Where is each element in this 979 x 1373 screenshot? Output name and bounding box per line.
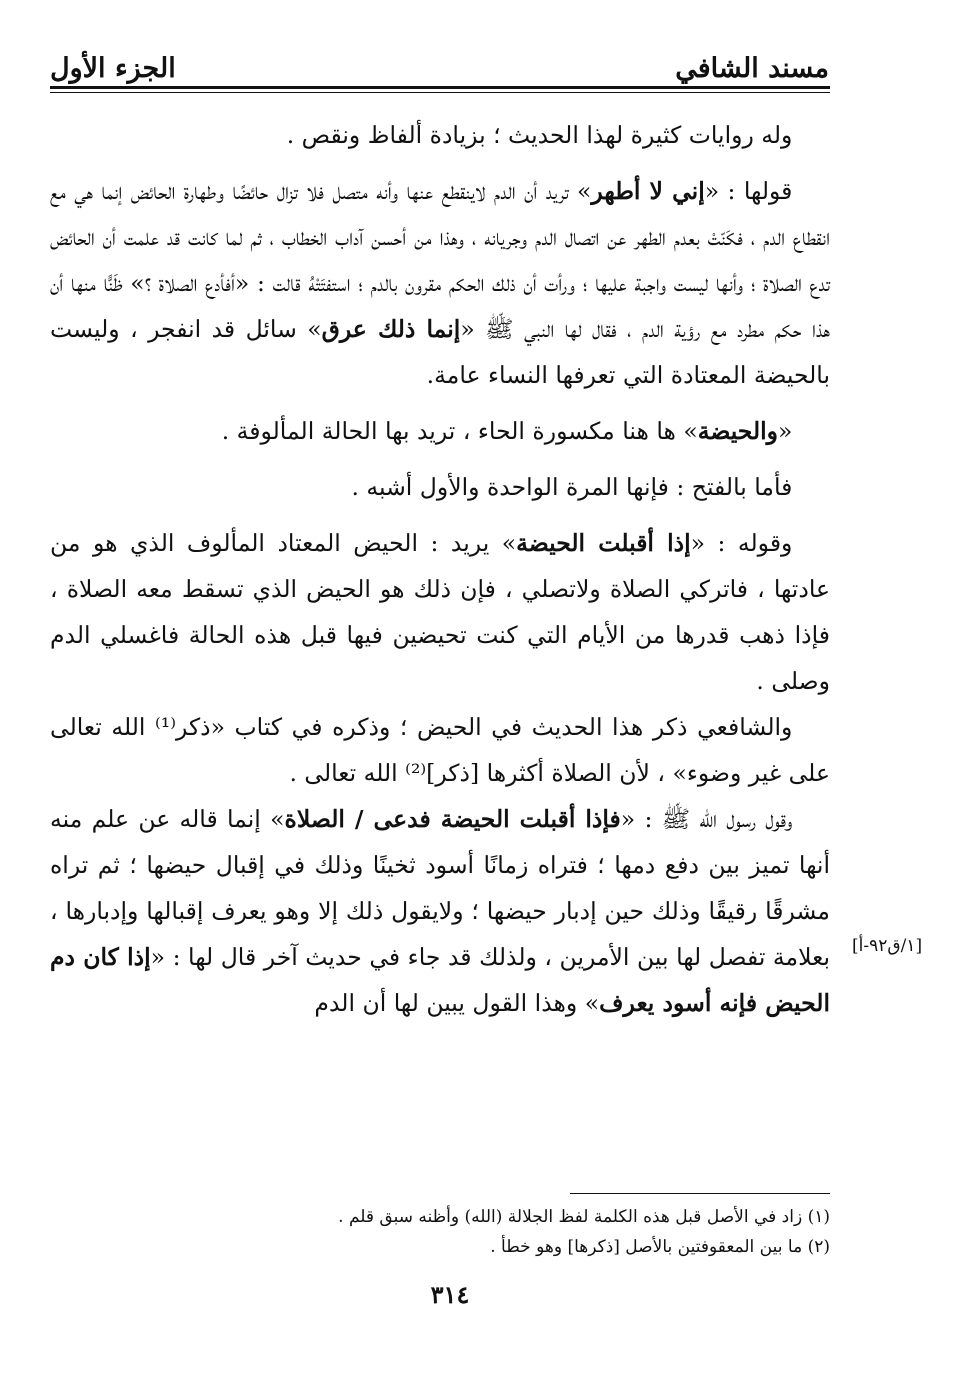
volume-label: الجزء الأول <box>50 53 176 84</box>
footnotes <box>50 1202 830 1262</box>
main-text <box>50 112 830 1026</box>
footnote-rule <box>570 1193 830 1194</box>
page-number: ٣١٤ <box>430 1280 470 1309</box>
paragraph-2 <box>50 168 830 398</box>
text-run: » ها هنا مكسورة الحاء ، تريد بها الحالة المألوفة . <box>221 417 698 445</box>
paragraph-7 <box>50 796 830 1026</box>
text-run: وقول رسول الله ﷺ : « <box>620 805 793 833</box>
paragraph-3 <box>50 408 830 454</box>
quoted-phrase: فإذا أقبلت الحيضة فدعى / الصلاة <box>284 805 621 833</box>
text-run: » تريد أن الدم لاينقطع عنها وأنه متصل فلا تزال حائضًا وطهارة الحائض إنما هي مع انقطاع الدم ، فكَنّتْ بعدم الطهر عن اتصال الدم وجريانه ، وهذا من أحسن آداب الخطاب ، ثم لما كانت قد علمت أن الحائض تدع الصلاة ؛ وأنها ليست واجبة عليها ؛ ورأت أن ذلك الحكم مقرون بالدم ؛ استفتَتْهُ قالت : «أفأدع الصلاة ؟» ظَنًّا منها أن هذا حكم مطرد مع رؤية الدم ، فقال لها النبي ﷺ « <box>50 177 830 343</box>
text-run: » يريد : الحيض المعتاد المألوف الذي هو من عادتها ، فاتركي الصلاة ولاتصلي ، فإن ذلك هو الحيض الذي تسقط معه الصلاة ، فإذا ذهب قدرها من الأيام التي كنت تحيضين فيها قبل هذه الحالة فاغسلي الدم وصلى . <box>50 529 830 695</box>
paragraph-4: فأما بالفتح : فإنها المرة الواحدة والأول أشبه . <box>351 473 793 501</box>
paragraph-5 <box>50 520 830 704</box>
text-run: « <box>778 417 793 445</box>
quoted-phrase: والحيضة <box>697 417 779 445</box>
text-run: » سائل قد انفجر ، وليست بالحيضة المعتادة التي تعرفها النساء عامة. <box>50 315 830 389</box>
header-rule-thin <box>50 92 830 93</box>
text-run: وقوله : « <box>690 529 793 557</box>
paragraph-6: والشافعي ذكر هذا الحديث في الحيض ؛ وذكره في كتاب «ذكر⁽¹⁾ الله تعالى على غير وضوء» ، لأن الصلاة أكثرها [ذكر]⁽²⁾ الله تعالى . <box>50 713 830 787</box>
footnote-1: (١) زاد في الأصل قبل هذه الكلمة لفظ الجلالة (الله) وأظنه سبق قلم . <box>338 1207 830 1227</box>
quoted-phrase: إني لا أطهر <box>591 177 705 205</box>
page-header <box>50 40 829 84</box>
text-run: » وهذا القول يبين لها أن الدم <box>314 989 600 1017</box>
book-title: مسند الشافي <box>675 53 829 84</box>
footnote-2: (٢) ما بين المعقوفتين بالأصل [ذكرها] وهو خطأ . <box>490 1237 830 1257</box>
quoted-phrase: إذا أقبلت الحيضة <box>516 529 691 557</box>
paragraph-1: وله روايات كثيرة لهذا الحديث ؛ بزيادة ألفاظ ونقص . <box>286 121 793 149</box>
quoted-phrase: إذا كان دم الحيض فإنه أسود يعرف <box>50 943 830 1017</box>
text-run: » إنما قاله عن علم منه أنها تميز بين دفع دمها ؛ فتراه زمانًا أسود ثخينًا وذلك في إقبال حيضها ؛ ثم تراه مشرقًا رقيقًا وذلك حين إدبار حيضها ؛ ولايقول ذلك إلا وهو يعرف إقبالها وإدبارها ، بعلامة تفصل لها بين الأمرين ، ولذلك قد جاء في حديث آخر قال لها : « <box>50 805 830 971</box>
text-run: قولها : « <box>704 177 793 205</box>
manuscript-folio-note: [١/ق٩٢-أ] <box>852 936 923 956</box>
quoted-phrase: إنما ذلك عرق <box>321 315 461 343</box>
header-rule-thick <box>50 86 830 89</box>
